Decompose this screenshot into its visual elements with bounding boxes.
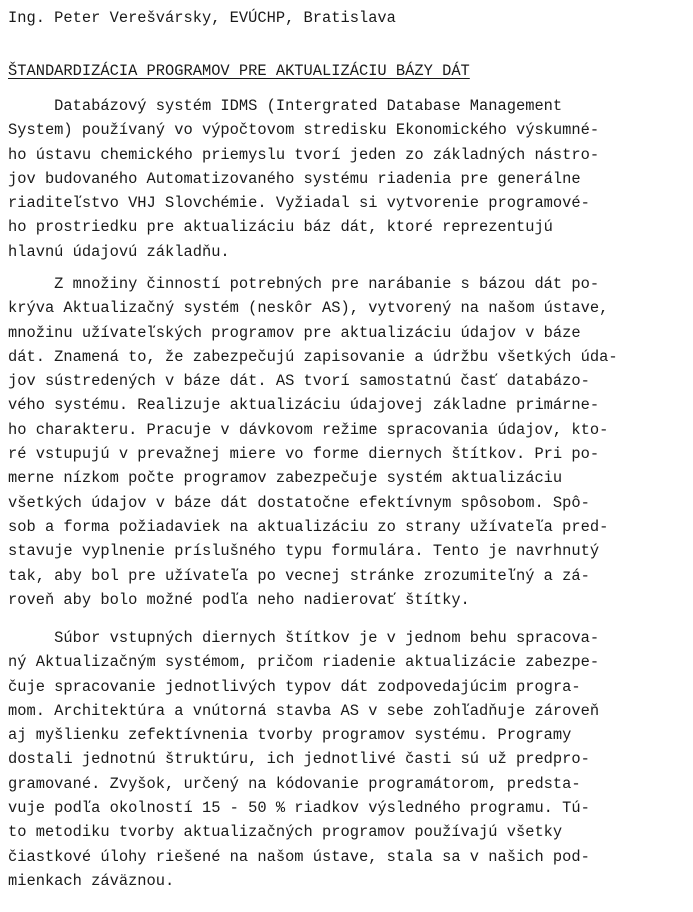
paragraph-line: tak, aby bol pre užívateľa po vecnej stránke zrozumiteľný a zá- <box>8 566 590 585</box>
paragraph-line: ho ústavu chemického priemyslu tvorí jeden zo základných nástro- <box>8 145 600 164</box>
paragraph-line: mienkach záväznou. <box>8 871 175 890</box>
paragraph-line: mom. Architektúra a vnútorná stavba AS v sebe zohľadňuje zároveň <box>8 701 600 720</box>
paragraph-line: jov budovaného Automatizovaného systému riadenia pre generálne <box>8 169 581 188</box>
paragraph-line: vuje podľa okolností 15 - 50 % riadkov výsledného programu. Tú- <box>8 799 590 818</box>
paragraph-line: Z množiny činností potrebných pre narábanie s bázou dát po- <box>8 275 600 293</box>
paragraph-line: jov sústredených v báze dát. AS tvorí samostatnú časť databázo- <box>8 372 590 391</box>
paragraph-line: čiastkové úlohy riešené na našom ústave, stala sa v našich pod- <box>8 847 590 866</box>
paragraph-line: množinu užívateľských programov pre aktualizáciu údajov v báze <box>8 323 581 342</box>
paragraph-line: hlavnú údajovú základňu. <box>8 242 230 261</box>
paragraph-line: Súbor vstupných diernych štítkov je v jednom behu spracova- <box>8 629 600 647</box>
paragraph-line: dát. Znamená to, že zabezpečujú zapisovanie a údržbu všetkých úda- <box>8 347 618 366</box>
paragraph-line: riaditeľstvo VHJ Slovchémie. Vyžiadal si vytvorenie programové- <box>8 194 590 213</box>
paragraph-line: Databázový systém IDMS (Intergrated Database Management <box>8 97 563 115</box>
paragraph-line: dostali jednotnú štruktúru, ich jednotlivé časti sú už predpro- <box>8 750 590 769</box>
paragraph-line: ho charakteru. Pracuje v dávkovom režime spracovania údajov, kto- <box>8 420 609 439</box>
paragraph-line: roveň aby bolo možné podľa neho nadierovať štítky. <box>8 590 470 609</box>
paragraph-line: stavuje vyplnenie príslušného typu formulára. Tento je navrhnutý <box>8 542 600 561</box>
paragraph-line: krýva Aktualizačný systém (neskôr AS), vytvorený na našom ústave, <box>8 299 609 318</box>
paragraph-line: aj myšlienku zefektívnenia tvorby programov systému. Programy <box>8 726 572 745</box>
paragraph-line: to metodiku tvorby aktualizačných programov používajú všetky <box>8 823 563 842</box>
paragraph-line: ré vstupujú v prevažnej miere vo forme diernych štítkov. Pri po- <box>8 445 600 464</box>
paragraph-line: čuje spracovanie jednotlivých typov dát zodpovedajúcim progra- <box>8 677 581 696</box>
paragraph-line: System) používaný vo výpočtovom stredisku Ekonomického výskumné- <box>8 121 600 140</box>
author-line: Ing. Peter Verešvársky, EVÚCHP, Bratislava <box>8 9 396 27</box>
document-title: ŠTANDARDIZÁCIA PROGRAMOV PRE AKTUALIZÁCIU BÁZY DÁT <box>8 62 470 80</box>
paragraph-3 <box>8 626 688 893</box>
paragraph-line: gramované. Zvyšok, určený na kódovanie programátorom, predsta- <box>8 774 581 793</box>
paragraph-line: ný Aktualizačným systémom, pričom riadenie aktualizácie zabezpe- <box>8 653 600 672</box>
paragraph-line: merne nízkom počte programov zabezpečuje systém aktualizáciu <box>8 469 563 488</box>
paragraph-line: sob a forma požiadaviek na aktualizáciu zo strany užívateľa pred- <box>8 517 609 536</box>
paragraph-line: vého systému. Realizuje aktualizáciu údajovej základne primárne- <box>8 396 600 415</box>
paragraph-line: ho prostriedku pre aktualizáciu báz dát, ktoré reprezentujú <box>8 218 553 237</box>
paragraph-1 <box>8 94 688 264</box>
paragraph-2 <box>8 272 688 612</box>
paragraph-line: všetkých údajov v báze dát dostatočne efektívnym spôsobom. Spô- <box>8 493 590 512</box>
